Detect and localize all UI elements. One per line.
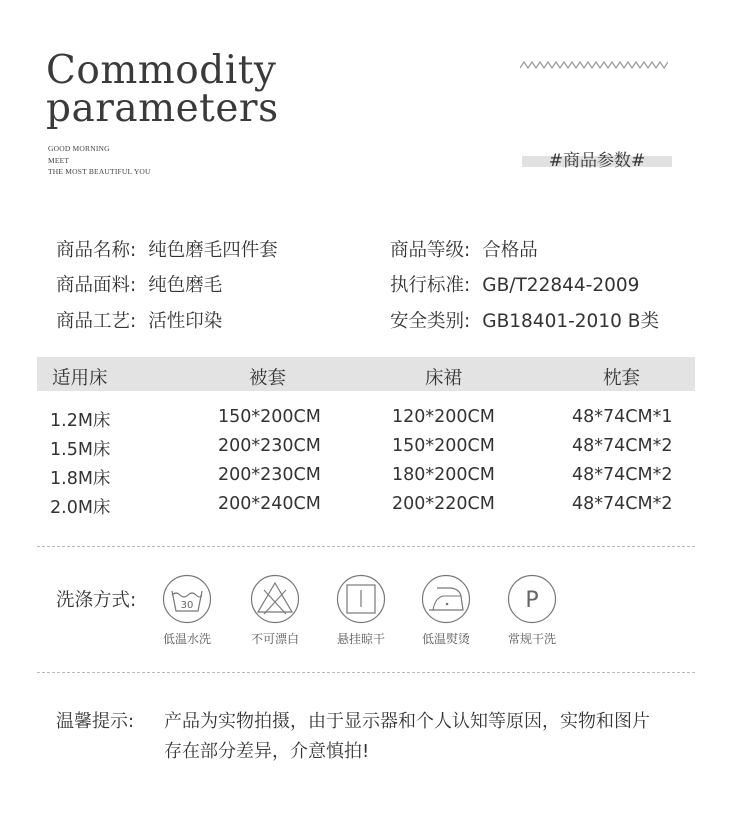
table-cell: 48*74CM*2 — [572, 436, 673, 456]
table-cell: 120*200CM — [392, 407, 495, 427]
table-row — [0, 494, 750, 522]
tag-text: #商品参数# — [548, 151, 646, 171]
wash-caption: 常规干洗 — [507, 632, 556, 646]
param-key: 安全类别: — [390, 311, 471, 332]
subtitle-line-3: THE MOST BEAUTIFUL YOU — [48, 167, 151, 176]
section-tag — [522, 146, 672, 171]
param-key: 商品名称: — [56, 240, 137, 261]
wash-caption: 低温熨烫 — [421, 632, 470, 646]
low-temp-wash-icon — [162, 574, 212, 624]
table-cell: 1.5M床 — [50, 440, 111, 460]
param-item — [390, 307, 659, 331]
table-cell: 150*200CM — [218, 407, 321, 427]
table-cell: 48*74CM*1 — [572, 407, 673, 427]
column-header-bed: 适用床 — [52, 368, 108, 389]
wave-decoration — [520, 58, 668, 72]
table-row — [0, 407, 750, 435]
table-cell: 150*200CM — [392, 436, 495, 456]
tip-text-line-2: 存在部分差异，介意慎拍! — [164, 741, 370, 762]
title-line-2: parameters — [46, 86, 279, 131]
table-cell: 2.0M床 — [50, 498, 111, 518]
param-item — [390, 271, 639, 295]
wash-caption: 低温水洗 — [162, 632, 211, 646]
subtitle — [48, 143, 151, 178]
table-row — [0, 436, 750, 464]
dry-clean-letter: P — [525, 588, 539, 613]
table-cell: 1.2M床 — [50, 411, 111, 431]
param-value: GB/T22844-2009 — [482, 275, 640, 296]
param-value: 活性印染 — [148, 311, 223, 332]
param-value: GB18401-2010 B类 — [482, 311, 659, 332]
param-value: 合格品 — [482, 240, 538, 261]
subtitle-line-1: GOOD MORNING — [48, 144, 110, 153]
hang-dry-icon — [336, 574, 386, 624]
param-key: 执行标准: — [390, 275, 471, 296]
param-item — [56, 307, 222, 331]
table-cell: 200*240CM — [218, 494, 321, 514]
subtitle-line-2: MEET — [48, 155, 70, 165]
divider — [37, 672, 695, 673]
table-cell: 180*200CM — [392, 465, 495, 485]
param-value: 纯色磨毛 — [148, 275, 223, 296]
table-row — [0, 465, 750, 493]
low-temp-iron-icon — [421, 574, 471, 624]
page-title — [46, 48, 279, 131]
divider — [37, 546, 695, 547]
wash-caption: 悬挂晾干 — [336, 632, 385, 646]
wash-caption: 不可漂白 — [250, 632, 299, 646]
table-cell: 48*74CM*2 — [572, 494, 673, 514]
size-table-header — [37, 357, 695, 391]
tip-label: 温馨提示: — [56, 711, 135, 732]
tip-text-line-1: 产品为实物拍摄，由于显示器和个人认知等原因，实物和图片 — [164, 711, 650, 732]
param-key: 商品面料: — [56, 275, 137, 296]
tip-text — [164, 707, 724, 767]
column-header-duvet: 被套 — [249, 368, 287, 389]
param-key: 商品工艺: — [56, 311, 137, 332]
table-cell: 48*74CM*2 — [572, 465, 673, 485]
param-item — [56, 271, 222, 295]
table-cell: 200*230CM — [218, 436, 321, 456]
wash-method-label: 洗涤方式: — [56, 590, 137, 611]
column-header-bedskirt: 床裙 — [425, 368, 463, 389]
table-cell: 200*230CM — [218, 465, 321, 485]
title-line-1: Commodity — [46, 48, 277, 93]
param-value: 纯色磨毛四件套 — [148, 240, 278, 261]
column-header-pillowcase: 枕套 — [603, 368, 641, 389]
param-item — [56, 236, 278, 260]
table-cell: 200*220CM — [392, 494, 495, 514]
param-key: 商品等级: — [390, 240, 471, 261]
wash-temp-text: 30 — [180, 600, 194, 611]
table-cell: 1.8M床 — [50, 469, 111, 489]
no-bleach-icon — [250, 574, 300, 624]
dry-clean-icon — [507, 574, 557, 624]
param-item — [390, 236, 538, 260]
